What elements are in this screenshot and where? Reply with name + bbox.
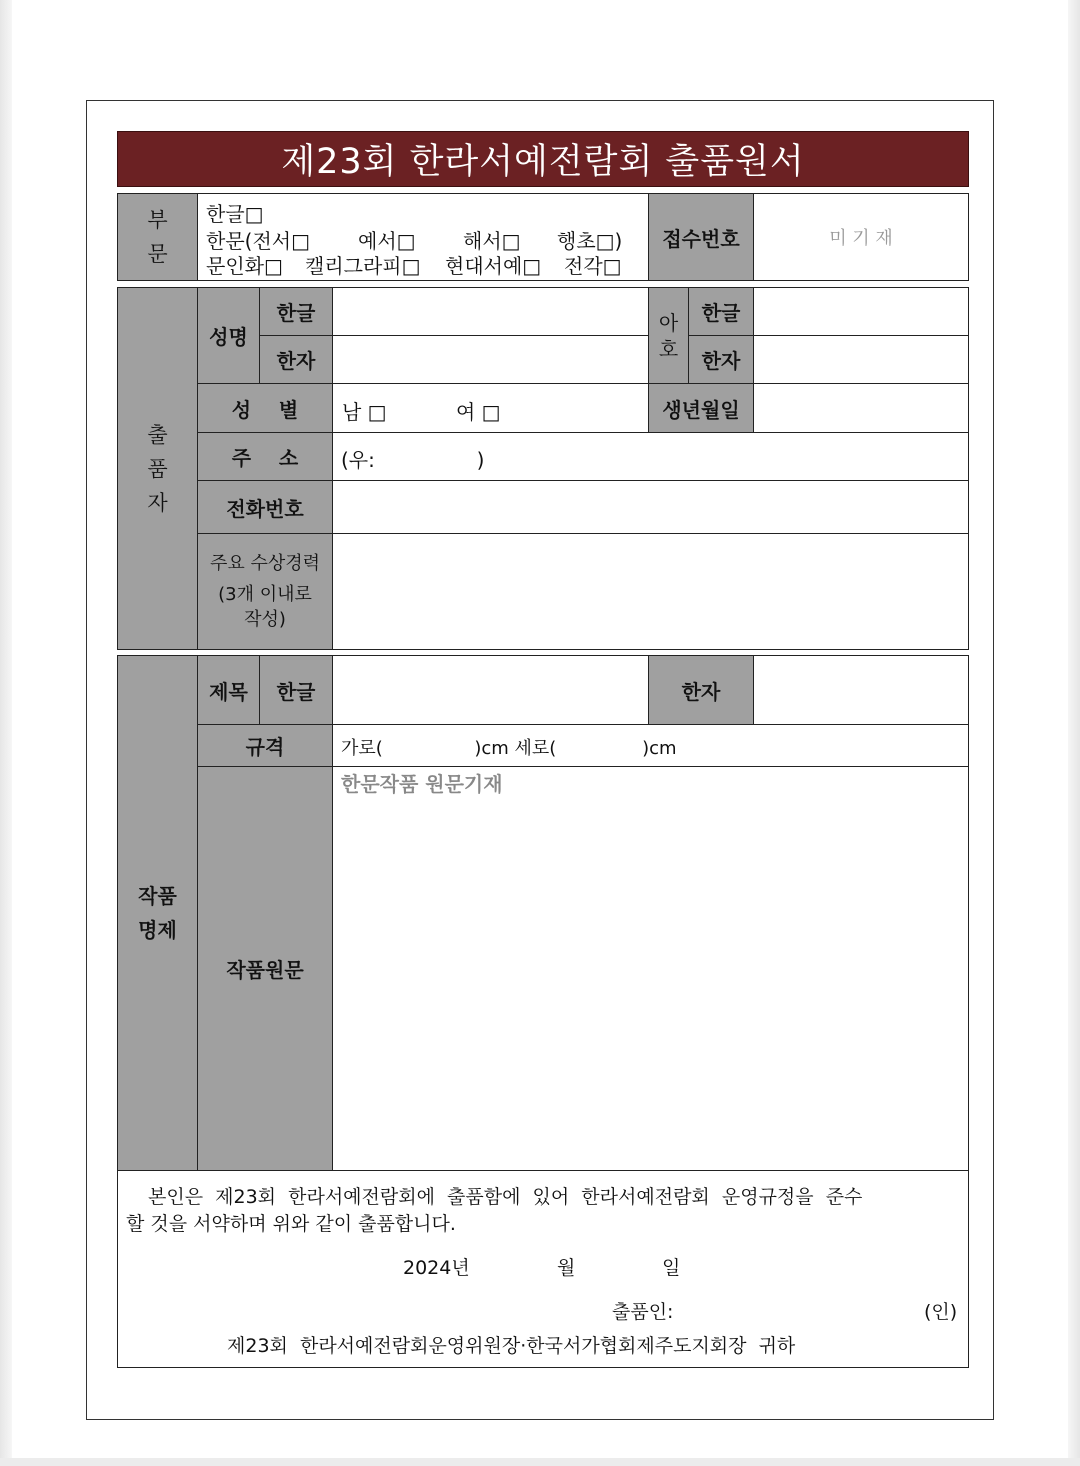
pen-name-hanja-input[interactable] bbox=[753, 335, 969, 384]
awards-label-line-1: 주요 수상경력 bbox=[209, 553, 321, 574]
work-section-label bbox=[117, 655, 198, 1171]
pen-name-char-2: 호 bbox=[658, 336, 679, 361]
work-title-hangul-label: 한글 bbox=[259, 655, 333, 725]
name-hangul-input[interactable] bbox=[332, 287, 649, 336]
address-label bbox=[197, 432, 333, 481]
gender-label bbox=[197, 383, 333, 433]
applicant-section-label bbox=[117, 287, 198, 650]
seal-mark: (인) bbox=[924, 1301, 958, 1323]
division-option-haeseo[interactable]: 해서□ bbox=[463, 229, 521, 253]
form-title: 제23회 한라서예전람회 출품원서 bbox=[117, 131, 969, 187]
division-option-haengcho[interactable]: 행초□) bbox=[557, 229, 623, 253]
division-option-hanmun[interactable]: 한문(전서□ bbox=[206, 229, 310, 253]
page-margin-bottom bbox=[0, 1458, 1080, 1466]
gender-male-checkbox[interactable]: 남 □ bbox=[342, 400, 387, 424]
receipt-number-text: 미 기 재 bbox=[829, 228, 893, 249]
receipt-number-label: 접수번호 bbox=[648, 193, 754, 281]
applicant-label-char-2: 품 bbox=[147, 456, 168, 481]
division-option-jeongak[interactable]: 전각□ bbox=[564, 254, 622, 278]
gender-label-text: 성 별 bbox=[231, 397, 299, 422]
work-label-line-1: 작품 bbox=[138, 884, 177, 908]
name-hanja-input[interactable] bbox=[332, 335, 649, 384]
name-label: 성명 bbox=[197, 287, 260, 384]
original-text-label: 작품원문 bbox=[197, 766, 333, 1171]
pen-name-char-1: 아 bbox=[658, 310, 679, 335]
awards-label-line-3: 작성) bbox=[244, 609, 286, 630]
applicant-label-char-1: 출 bbox=[147, 422, 168, 447]
division-option-yeseo[interactable]: 예서□ bbox=[358, 229, 416, 253]
division-label-char-2: 문 bbox=[147, 242, 168, 266]
applicant-signature-label: 출품인: bbox=[612, 1301, 674, 1323]
page-margin-left bbox=[0, 0, 12, 1466]
page-margin-right bbox=[1068, 0, 1080, 1466]
division-option-muninhwa[interactable]: 문인화□ bbox=[206, 254, 283, 278]
pen-name-hangul-label: 한글 bbox=[688, 287, 754, 336]
name-hangul-label: 한글 bbox=[259, 287, 333, 336]
pledge-year: 2024년 bbox=[403, 1257, 470, 1279]
birthdate-input[interactable] bbox=[753, 383, 969, 433]
division-option-calligraphy[interactable]: 캘리그라피□ bbox=[305, 254, 421, 278]
pen-name-hanja-label: 한자 bbox=[688, 335, 754, 384]
pledge-day: 일 bbox=[662, 1257, 681, 1279]
work-title-hangul-input[interactable] bbox=[332, 655, 649, 725]
work-label-line-2: 명제 bbox=[138, 918, 177, 942]
pledge-line-1: 본인은 제23회 한라서예전람회에 출품함에 있어 한라서예전람회 운영규정을 준수 bbox=[148, 1186, 863, 1208]
division-option-hangul[interactable]: 한글□ bbox=[206, 202, 264, 226]
pen-name-label bbox=[648, 287, 689, 384]
gender-female-checkbox[interactable]: 여 □ bbox=[456, 400, 501, 424]
name-hanja-label: 한자 bbox=[259, 335, 333, 384]
receipt-number-value bbox=[753, 193, 969, 281]
address-postcode: (우: ) bbox=[341, 448, 485, 472]
pledge-line-2: 할 것을 서약하며 위와 같이 출품합니다. bbox=[126, 1213, 456, 1235]
awards-label-line-2: (3개 이내로 bbox=[218, 584, 312, 605]
addressee-line: 제23회 한라서예전람회운영위원장·한국서가협회제주도지회장 귀하 bbox=[227, 1335, 796, 1357]
pen-name-hangul-input[interactable] bbox=[753, 287, 969, 336]
address-label-text: 주 소 bbox=[231, 446, 299, 470]
division-option-modern[interactable]: 현대서예□ bbox=[445, 254, 542, 278]
birthdate-label: 생년월일 bbox=[648, 383, 754, 433]
phone-input[interactable] bbox=[332, 480, 969, 534]
awards-label bbox=[197, 533, 333, 650]
original-text-input[interactable] bbox=[332, 766, 969, 1171]
work-title-label: 제목 bbox=[197, 655, 260, 725]
division-label-char-1: 부 bbox=[147, 208, 168, 232]
applicant-label-char-3: 자 bbox=[147, 490, 168, 515]
awards-input[interactable] bbox=[332, 533, 969, 650]
size-dimensions: 가로( )cm 세로( )cm bbox=[341, 738, 677, 759]
original-text-placeholder: 한문작품 원문기재 bbox=[341, 772, 503, 796]
size-label: 규격 bbox=[197, 724, 333, 767]
work-title-hanja-label: 한자 bbox=[648, 655, 754, 725]
pledge-month: 월 bbox=[557, 1257, 576, 1279]
work-title-hanja-input[interactable] bbox=[753, 655, 969, 725]
division-label bbox=[117, 193, 198, 281]
phone-label: 전화번호 bbox=[197, 480, 333, 534]
